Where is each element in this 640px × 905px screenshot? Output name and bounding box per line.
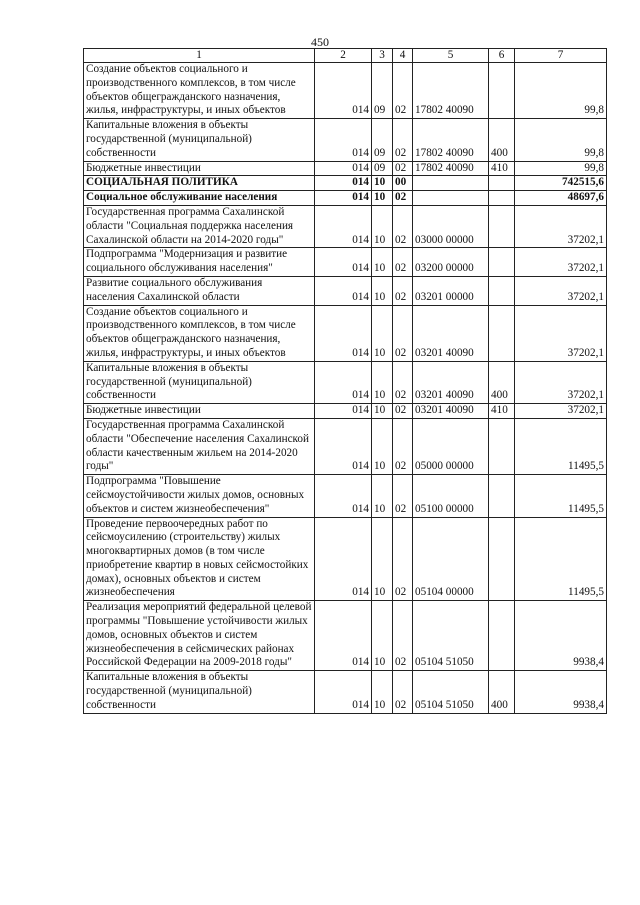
column-header: 6 bbox=[489, 49, 515, 63]
row-col2: 014 bbox=[315, 671, 372, 713]
row-col3: 09 bbox=[372, 161, 393, 176]
table-row bbox=[84, 517, 607, 601]
budget-table bbox=[83, 48, 607, 714]
row-col5: 17802 40090 bbox=[413, 161, 489, 176]
row-col6 bbox=[489, 418, 515, 474]
row-col6 bbox=[489, 601, 515, 671]
row-col5: 17802 40090 bbox=[413, 119, 489, 161]
page-number: 450 bbox=[311, 35, 329, 49]
row-col2: 014 bbox=[315, 176, 372, 191]
row-col6: 400 bbox=[489, 671, 515, 713]
row-col6 bbox=[489, 191, 515, 206]
row-name: Бюджетные инвестиции bbox=[84, 404, 315, 419]
row-col2: 014 bbox=[315, 305, 372, 361]
row-col6 bbox=[489, 305, 515, 361]
row-name: Создание объектов социального и производственного комплексов, в том числе объектов общегражданского назначения, жилья, инфраструктуры, и иных объектов bbox=[84, 305, 315, 361]
row-col6 bbox=[489, 475, 515, 517]
row-col6 bbox=[489, 517, 515, 601]
row-name: Проведение первоочередных работ по сейсмоусилению (строительству) жилых многоквартирных домов (в том числе приобретение квартир в новых сейсмостойких домах), основных объектов и систем жизнеобеспечения bbox=[84, 517, 315, 601]
row-col4: 02 bbox=[393, 276, 413, 305]
row-col7: 37202,1 bbox=[515, 404, 607, 419]
row-col5: 03201 40090 bbox=[413, 361, 489, 403]
row-name: СОЦИАЛЬНАЯ ПОЛИТИКА bbox=[84, 176, 315, 191]
row-col4: 02 bbox=[393, 361, 413, 403]
row-col2: 014 bbox=[315, 276, 372, 305]
row-col6 bbox=[489, 63, 515, 119]
row-name: Государственная программа Сахалинской области "Обеспечение населения Сахалинской области качественным жильем на 2014-2020 годы" bbox=[84, 418, 315, 474]
row-name: Подпрограмма "Модернизация и развитие социального обслуживания населения" bbox=[84, 248, 315, 277]
row-name: Государственная программа Сахалинской области "Социальная поддержка населения Сахалинской области на 2014-2020 годы" bbox=[84, 205, 315, 247]
table-row bbox=[84, 475, 607, 517]
row-col3: 10 bbox=[372, 418, 393, 474]
row-name: Социальное обслуживание населения bbox=[84, 191, 315, 206]
row-col6: 400 bbox=[489, 119, 515, 161]
row-col7: 48697,6 bbox=[515, 191, 607, 206]
row-col6: 410 bbox=[489, 404, 515, 419]
row-col2: 014 bbox=[315, 248, 372, 277]
table-row bbox=[84, 63, 607, 119]
header-row bbox=[84, 49, 607, 63]
row-col2: 014 bbox=[315, 475, 372, 517]
row-col5 bbox=[413, 176, 489, 191]
row-col5 bbox=[413, 191, 489, 206]
row-name: Капитальные вложения в объекты государственной (муниципальной) собственности bbox=[84, 119, 315, 161]
row-col7: 37202,1 bbox=[515, 205, 607, 247]
row-col5: 05100 00000 bbox=[413, 475, 489, 517]
table-row bbox=[84, 161, 607, 176]
table-row bbox=[84, 404, 607, 419]
row-col4: 02 bbox=[393, 671, 413, 713]
row-col3: 10 bbox=[372, 404, 393, 419]
row-col6 bbox=[489, 248, 515, 277]
row-col7: 99,8 bbox=[515, 63, 607, 119]
table-row bbox=[84, 191, 607, 206]
row-col3: 10 bbox=[372, 276, 393, 305]
row-col7: 37202,1 bbox=[515, 305, 607, 361]
row-col5: 17802 40090 bbox=[413, 63, 489, 119]
row-col5: 03201 40090 bbox=[413, 305, 489, 361]
row-col7: 99,8 bbox=[515, 161, 607, 176]
row-col3: 10 bbox=[372, 601, 393, 671]
row-name: Капитальные вложения в объекты государственной (муниципальной) собственности bbox=[84, 671, 315, 713]
row-name: Бюджетные инвестиции bbox=[84, 161, 315, 176]
column-header: 5 bbox=[413, 49, 489, 63]
row-col4: 02 bbox=[393, 404, 413, 419]
table-row bbox=[84, 205, 607, 247]
row-col4: 02 bbox=[393, 161, 413, 176]
row-col2: 014 bbox=[315, 517, 372, 601]
row-col3: 09 bbox=[372, 63, 393, 119]
column-header: 2 bbox=[315, 49, 372, 63]
row-col3: 10 bbox=[372, 671, 393, 713]
row-col4: 02 bbox=[393, 601, 413, 671]
row-col2: 014 bbox=[315, 63, 372, 119]
row-col7: 37202,1 bbox=[515, 276, 607, 305]
row-col2: 014 bbox=[315, 161, 372, 176]
table-row bbox=[84, 601, 607, 671]
table-row bbox=[84, 418, 607, 474]
row-col6 bbox=[489, 276, 515, 305]
row-col4: 02 bbox=[393, 191, 413, 206]
row-col6: 410 bbox=[489, 161, 515, 176]
column-header: 1 bbox=[84, 49, 315, 63]
table-row bbox=[84, 276, 607, 305]
row-col5: 03201 40090 bbox=[413, 404, 489, 419]
row-col7: 99,8 bbox=[515, 119, 607, 161]
row-name: Развитие социального обслуживания населения Сахалинской области bbox=[84, 276, 315, 305]
row-col7: 9938,4 bbox=[515, 671, 607, 713]
row-name: Создание объектов социального и производственного комплексов, в том числе объектов общегражданского назначения, жилья, инфраструктуры, и иных объектов bbox=[84, 63, 315, 119]
row-col2: 014 bbox=[315, 404, 372, 419]
row-col2: 014 bbox=[315, 205, 372, 247]
row-col5: 05000 00000 bbox=[413, 418, 489, 474]
row-col7: 37202,1 bbox=[515, 361, 607, 403]
row-col5: 03201 00000 bbox=[413, 276, 489, 305]
row-col4: 02 bbox=[393, 517, 413, 601]
table-row bbox=[84, 671, 607, 713]
row-name: Реализация мероприятий федеральной целевой программы "Повышение устойчивости жилых домов, основных объектов и систем жизнеобеспечения в сейсмических районах Российской Федерации на 2009-2018 годы" bbox=[84, 601, 315, 671]
column-header: 4 bbox=[393, 49, 413, 63]
row-col3: 10 bbox=[372, 475, 393, 517]
row-col4: 02 bbox=[393, 248, 413, 277]
row-col7: 742515,6 bbox=[515, 176, 607, 191]
row-col6: 400 bbox=[489, 361, 515, 403]
row-col7: 37202,1 bbox=[515, 248, 607, 277]
row-col5: 05104 51050 bbox=[413, 671, 489, 713]
table-row bbox=[84, 248, 607, 277]
row-col3: 10 bbox=[372, 176, 393, 191]
row-col3: 10 bbox=[372, 248, 393, 277]
row-col3: 10 bbox=[372, 517, 393, 601]
row-col7: 11495,5 bbox=[515, 475, 607, 517]
row-col3: 10 bbox=[372, 191, 393, 206]
row-col7: 9938,4 bbox=[515, 601, 607, 671]
row-col4: 02 bbox=[393, 205, 413, 247]
row-col3: 10 bbox=[372, 361, 393, 403]
row-col5: 05104 00000 bbox=[413, 517, 489, 601]
row-col4: 00 bbox=[393, 176, 413, 191]
row-col2: 014 bbox=[315, 191, 372, 206]
row-col4: 02 bbox=[393, 418, 413, 474]
row-name: Капитальные вложения в объекты государственной (муниципальной) собственности bbox=[84, 361, 315, 403]
row-col2: 014 bbox=[315, 361, 372, 403]
row-col2: 014 bbox=[315, 418, 372, 474]
row-col3: 10 bbox=[372, 305, 393, 361]
table-row bbox=[84, 119, 607, 161]
table-row bbox=[84, 361, 607, 403]
column-header: 7 bbox=[515, 49, 607, 63]
row-col4: 02 bbox=[393, 119, 413, 161]
column-header: 3 bbox=[372, 49, 393, 63]
row-name: Подпрограмма "Повышение сейсмоустойчивости жилых домов, основных объектов и систем жизнеобеспечения" bbox=[84, 475, 315, 517]
row-col4: 02 bbox=[393, 63, 413, 119]
row-col6 bbox=[489, 176, 515, 191]
row-col6 bbox=[489, 205, 515, 247]
row-col3: 09 bbox=[372, 119, 393, 161]
row-col5: 03200 00000 bbox=[413, 248, 489, 277]
row-col7: 11495,5 bbox=[515, 418, 607, 474]
row-col3: 10 bbox=[372, 205, 393, 247]
table-row bbox=[84, 305, 607, 361]
row-col7: 11495,5 bbox=[515, 517, 607, 601]
row-col5: 05104 51050 bbox=[413, 601, 489, 671]
row-col5: 03000 00000 bbox=[413, 205, 489, 247]
table-row bbox=[84, 176, 607, 191]
row-col2: 014 bbox=[315, 119, 372, 161]
row-col4: 02 bbox=[393, 305, 413, 361]
row-col2: 014 bbox=[315, 601, 372, 671]
row-col4: 02 bbox=[393, 475, 413, 517]
